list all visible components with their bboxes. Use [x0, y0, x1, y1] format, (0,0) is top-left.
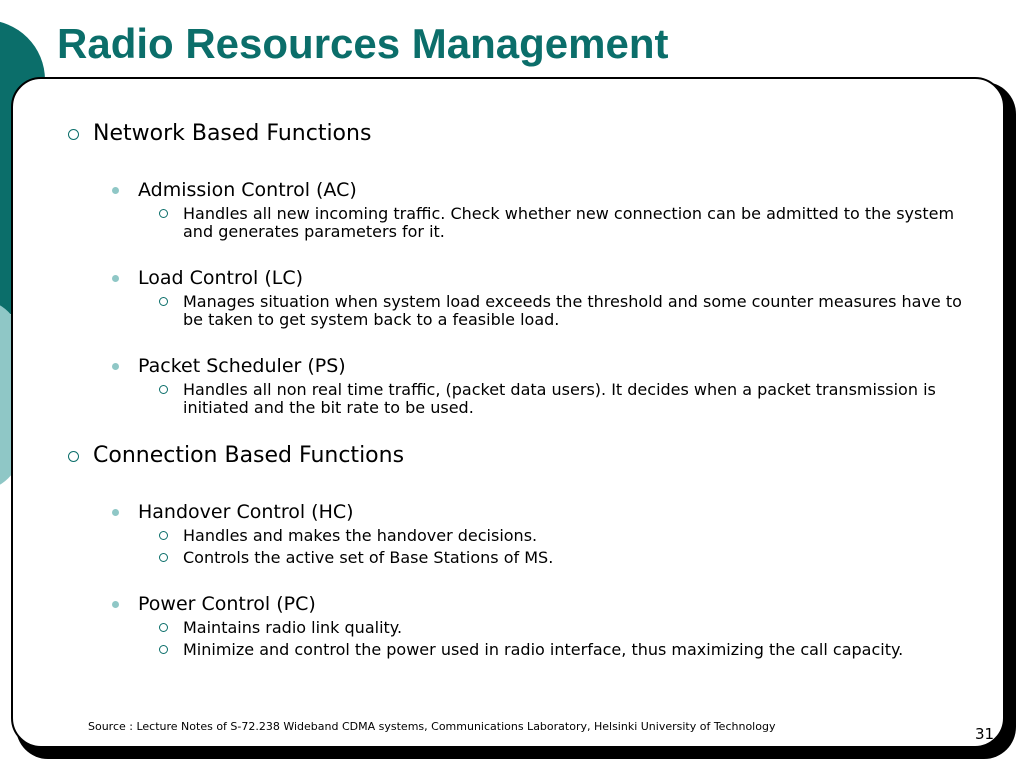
- item-label: Load Control (LC): [138, 267, 304, 289]
- item-label: Power Control (PC): [138, 593, 316, 615]
- hollow-circle-bullet-icon: [68, 451, 79, 462]
- item-label: Packet Scheduler (PS): [138, 355, 346, 377]
- small-circle-bullet-icon: [159, 645, 168, 654]
- section-label: Connection Based Functions: [93, 443, 405, 468]
- small-circle-bullet-icon: [159, 209, 168, 218]
- detail-power-control-1: [183, 619, 983, 637]
- detail-text: Manages situation when system load exceeds the threshold and some counter measures have to be taken to get system back to a feasible load.: [183, 292, 962, 329]
- detail-text: Controls the active set of Base Stations of MS.: [183, 548, 554, 567]
- detail-admission-control: [183, 205, 983, 241]
- section-label: Network Based Functions: [93, 121, 372, 146]
- section-connection-based: [93, 443, 404, 469]
- bullet-list: [13, 79, 1003, 746]
- content-frame: [11, 77, 1005, 748]
- small-circle-bullet-icon: [159, 553, 168, 562]
- detail-handover-control-2: [183, 549, 983, 567]
- dot-bullet-icon: [112, 601, 119, 608]
- item-load-control: [138, 267, 303, 289]
- small-circle-bullet-icon: [159, 531, 168, 540]
- hollow-circle-bullet-icon: [68, 129, 79, 140]
- dot-bullet-icon: [112, 509, 119, 516]
- item-admission-control: [138, 179, 357, 201]
- detail-load-control: [183, 293, 983, 329]
- small-circle-bullet-icon: [159, 297, 168, 306]
- small-circle-bullet-icon: [159, 385, 168, 394]
- page-number: 31: [975, 725, 995, 743]
- detail-text: Handles all non real time traffic, (packet data users). It decides when a packet transmission is initiated and the bit rate to be used.: [183, 380, 936, 417]
- section-network-based: [93, 121, 371, 147]
- detail-text: Minimize and control the power used in radio interface, thus maximizing the call capacity.: [183, 640, 904, 659]
- item-packet-scheduler: [138, 355, 346, 377]
- detail-packet-scheduler: [183, 381, 983, 417]
- detail-power-control-2: [183, 641, 983, 659]
- item-handover-control: [138, 501, 354, 523]
- item-power-control: [138, 593, 316, 615]
- dot-bullet-icon: [112, 275, 119, 282]
- source-citation: Source : Lecture Notes of S-72.238 Wideband CDMA systems, Communications Laboratory, Helsinki University of Technology: [88, 720, 776, 733]
- item-label: Handover Control (HC): [138, 501, 354, 523]
- detail-text: Handles all new incoming traffic. Check whether new connection can be admitted to the system and generates parameters for it.: [183, 204, 955, 241]
- dot-bullet-icon: [112, 363, 119, 370]
- detail-handover-control-1: [183, 527, 983, 545]
- item-label: Admission Control (AC): [138, 179, 357, 201]
- detail-text: Maintains radio link quality.: [183, 618, 403, 637]
- small-circle-bullet-icon: [159, 623, 168, 632]
- detail-text: Handles and makes the handover decisions.: [183, 526, 538, 545]
- slide-title: Radio Resources Management: [57, 20, 669, 67]
- dot-bullet-icon: [112, 187, 119, 194]
